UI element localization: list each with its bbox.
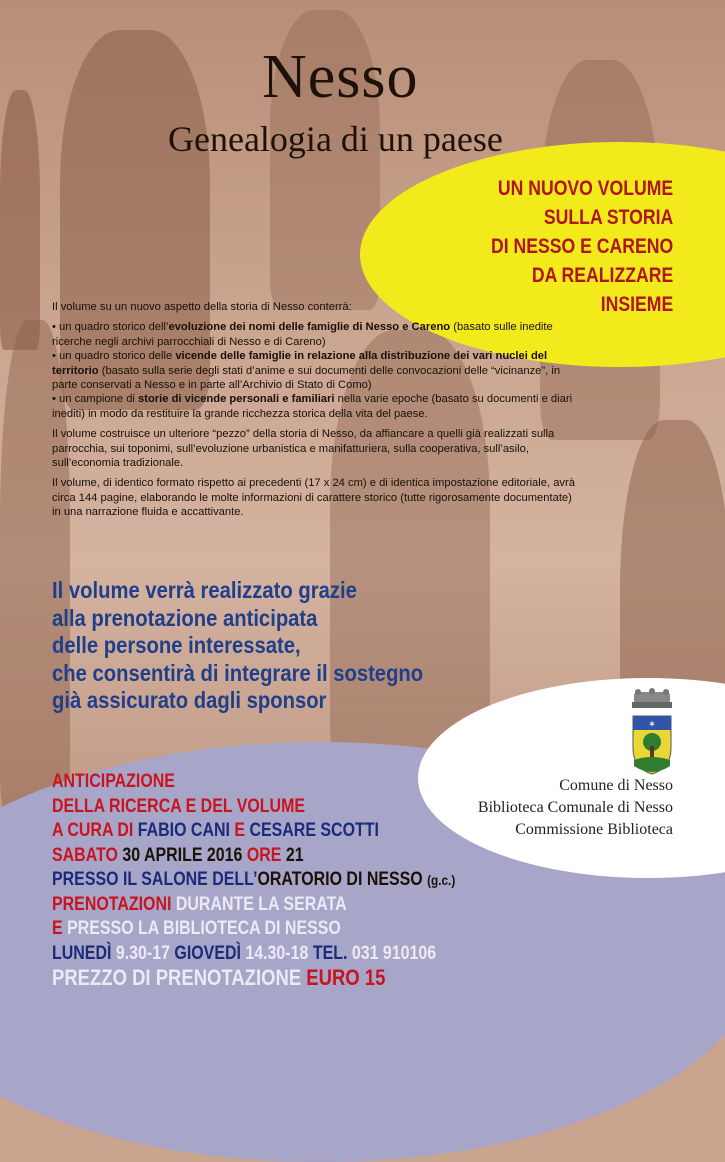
svg-text:✶: ✶: [648, 719, 656, 729]
event-hours: 14.30-18: [245, 942, 309, 964]
author-name: CESARE SCOTTI: [249, 820, 379, 841]
headline-line: DA REALIZZARE: [531, 263, 673, 287]
event-text: PRESSO LA BIBLIOTECA DI NESSO: [62, 918, 341, 939]
event-block: [52, 770, 455, 991]
event-phone: 031 910106: [351, 942, 437, 964]
page-title: Nesso: [262, 43, 419, 111]
coat-of-arms-icon: [630, 688, 674, 776]
sponsor-line: Biblioteca Comunale di Nesso: [477, 799, 673, 816]
event-line: [52, 868, 455, 893]
bullet-bold: evoluzione dei nomi delle famiglie di Nesso e Careno: [168, 321, 451, 334]
event-venue: ORATORIO DI NESSO: [257, 869, 428, 890]
event-text: PRENOTAZIONI: [52, 893, 172, 915]
event-line: ANTICIPAZIONE: [52, 771, 175, 792]
event-time: 21: [285, 844, 304, 866]
event-text: GIOVEDÌ: [169, 942, 246, 964]
event-line: [52, 844, 455, 869]
bullet-text: • un campione di: [52, 393, 139, 406]
price-label: PREZZO DI PRENOTAZIONE: [52, 965, 307, 990]
event-text: E: [52, 918, 63, 939]
statement-line: già assicurato dagli sponsor: [52, 687, 327, 713]
event-date: 30 APRILE 2016: [122, 844, 247, 866]
event-line: [52, 819, 455, 844]
event-text: DURANTE LA SERATA: [171, 893, 347, 915]
paragraph-2: Il volume costruisce un ulteriore “pezzo” della storia di Nesso, da affiancare a quelli già realizzati sulla parrocchia, sui toponimi, sull’evoluzione urbanistica e manifatturiera, sulla cooperativa, sull’asilo, sull’economia tradizionale.: [52, 428, 555, 470]
event-note: (g.c.): [427, 872, 456, 888]
event-text: A CURA DI: [52, 820, 138, 841]
author-name: FABIO CANI: [137, 820, 230, 841]
sponsor-line: Commissione Biblioteca: [515, 821, 673, 838]
event-line: DELLA RICERCA E DEL VOLUME: [52, 795, 306, 817]
paragraph-3: Il volume, di identico formato rispetto ai precedenti (17 x 24 cm) e di identica impostazione editoriale, avrà circa 144 pagine, elaborando le molte informazioni di carattere storico (tutte rigorosamente documentate) in una narrazione fluida e accattivante.: [52, 477, 575, 519]
blue-statement: [52, 577, 423, 715]
event-text: PRESSO IL SALONE DELL’: [52, 869, 258, 890]
bullet-text: • un quadro storico delle: [52, 350, 176, 363]
sponsor-block: [478, 775, 673, 841]
statement-line: Il volume verrà realizzato grazie: [52, 577, 357, 603]
headline-line: INSIEME: [600, 292, 673, 316]
event-line: [52, 966, 455, 991]
photo-figure: [0, 90, 40, 350]
sponsor-line: Comune di Nesso: [559, 777, 673, 794]
bullet-text: • un quadro storico dell’: [52, 321, 169, 334]
bullet-1: [52, 320, 582, 349]
event-text: E: [229, 820, 250, 841]
event-text: ORE: [246, 844, 286, 866]
bullet-text: (basato sulle inedite ricerche negli archivi parrocchiali di Nesso e di Careno): [52, 321, 553, 348]
bullet-text: nella varie epoche (basato su documenti e diari inediti) in modo da restituire la grande ricchezza storica della vita del paese.: [52, 393, 573, 420]
event-text: TEL.: [308, 942, 352, 964]
event-text: LUNEDÌ: [52, 942, 116, 964]
bullet-text: (basato sulla serie degli stati d’anime e sui documenti delle convocazioni delle “vicinanze”, in parte conservati a Nesso e in parte all’Archivio di Stato di Como): [52, 364, 561, 392]
intro-paragraph: Il volume su un nuovo aspetto della storia di Nesso conterrà:: [52, 301, 352, 313]
statement-line: che consentirà di integrare il sostegno: [52, 659, 424, 686]
yellow-headline: [491, 174, 673, 319]
event-line: [52, 917, 455, 942]
headline-line: UN NUOVO VOLUME: [497, 176, 673, 200]
bullet-bold: vicende delle famiglie in relazione alla distribuzione dei vari nuclei del territorio: [52, 350, 548, 377]
bullet-bold: storie di vicende personali e familiari: [138, 393, 335, 406]
bullet-2: [52, 349, 582, 392]
headline-line: DI NESSO E CARENO: [490, 234, 673, 258]
event-hours: 9.30-17: [115, 942, 170, 964]
page-subtitle: Genealogia di un paese: [168, 119, 503, 159]
headline-line: SULLA STORIA: [543, 205, 673, 229]
body-text: [52, 300, 582, 526]
statement-line: delle persone interessate,: [52, 632, 301, 658]
price-value: EURO 15: [306, 965, 386, 990]
statement-line: alla prenotazione anticipata: [52, 604, 318, 631]
event-line: [52, 942, 455, 967]
event-text: SABATO: [52, 844, 123, 866]
bullet-3: [52, 392, 582, 421]
event-line: [52, 893, 455, 918]
